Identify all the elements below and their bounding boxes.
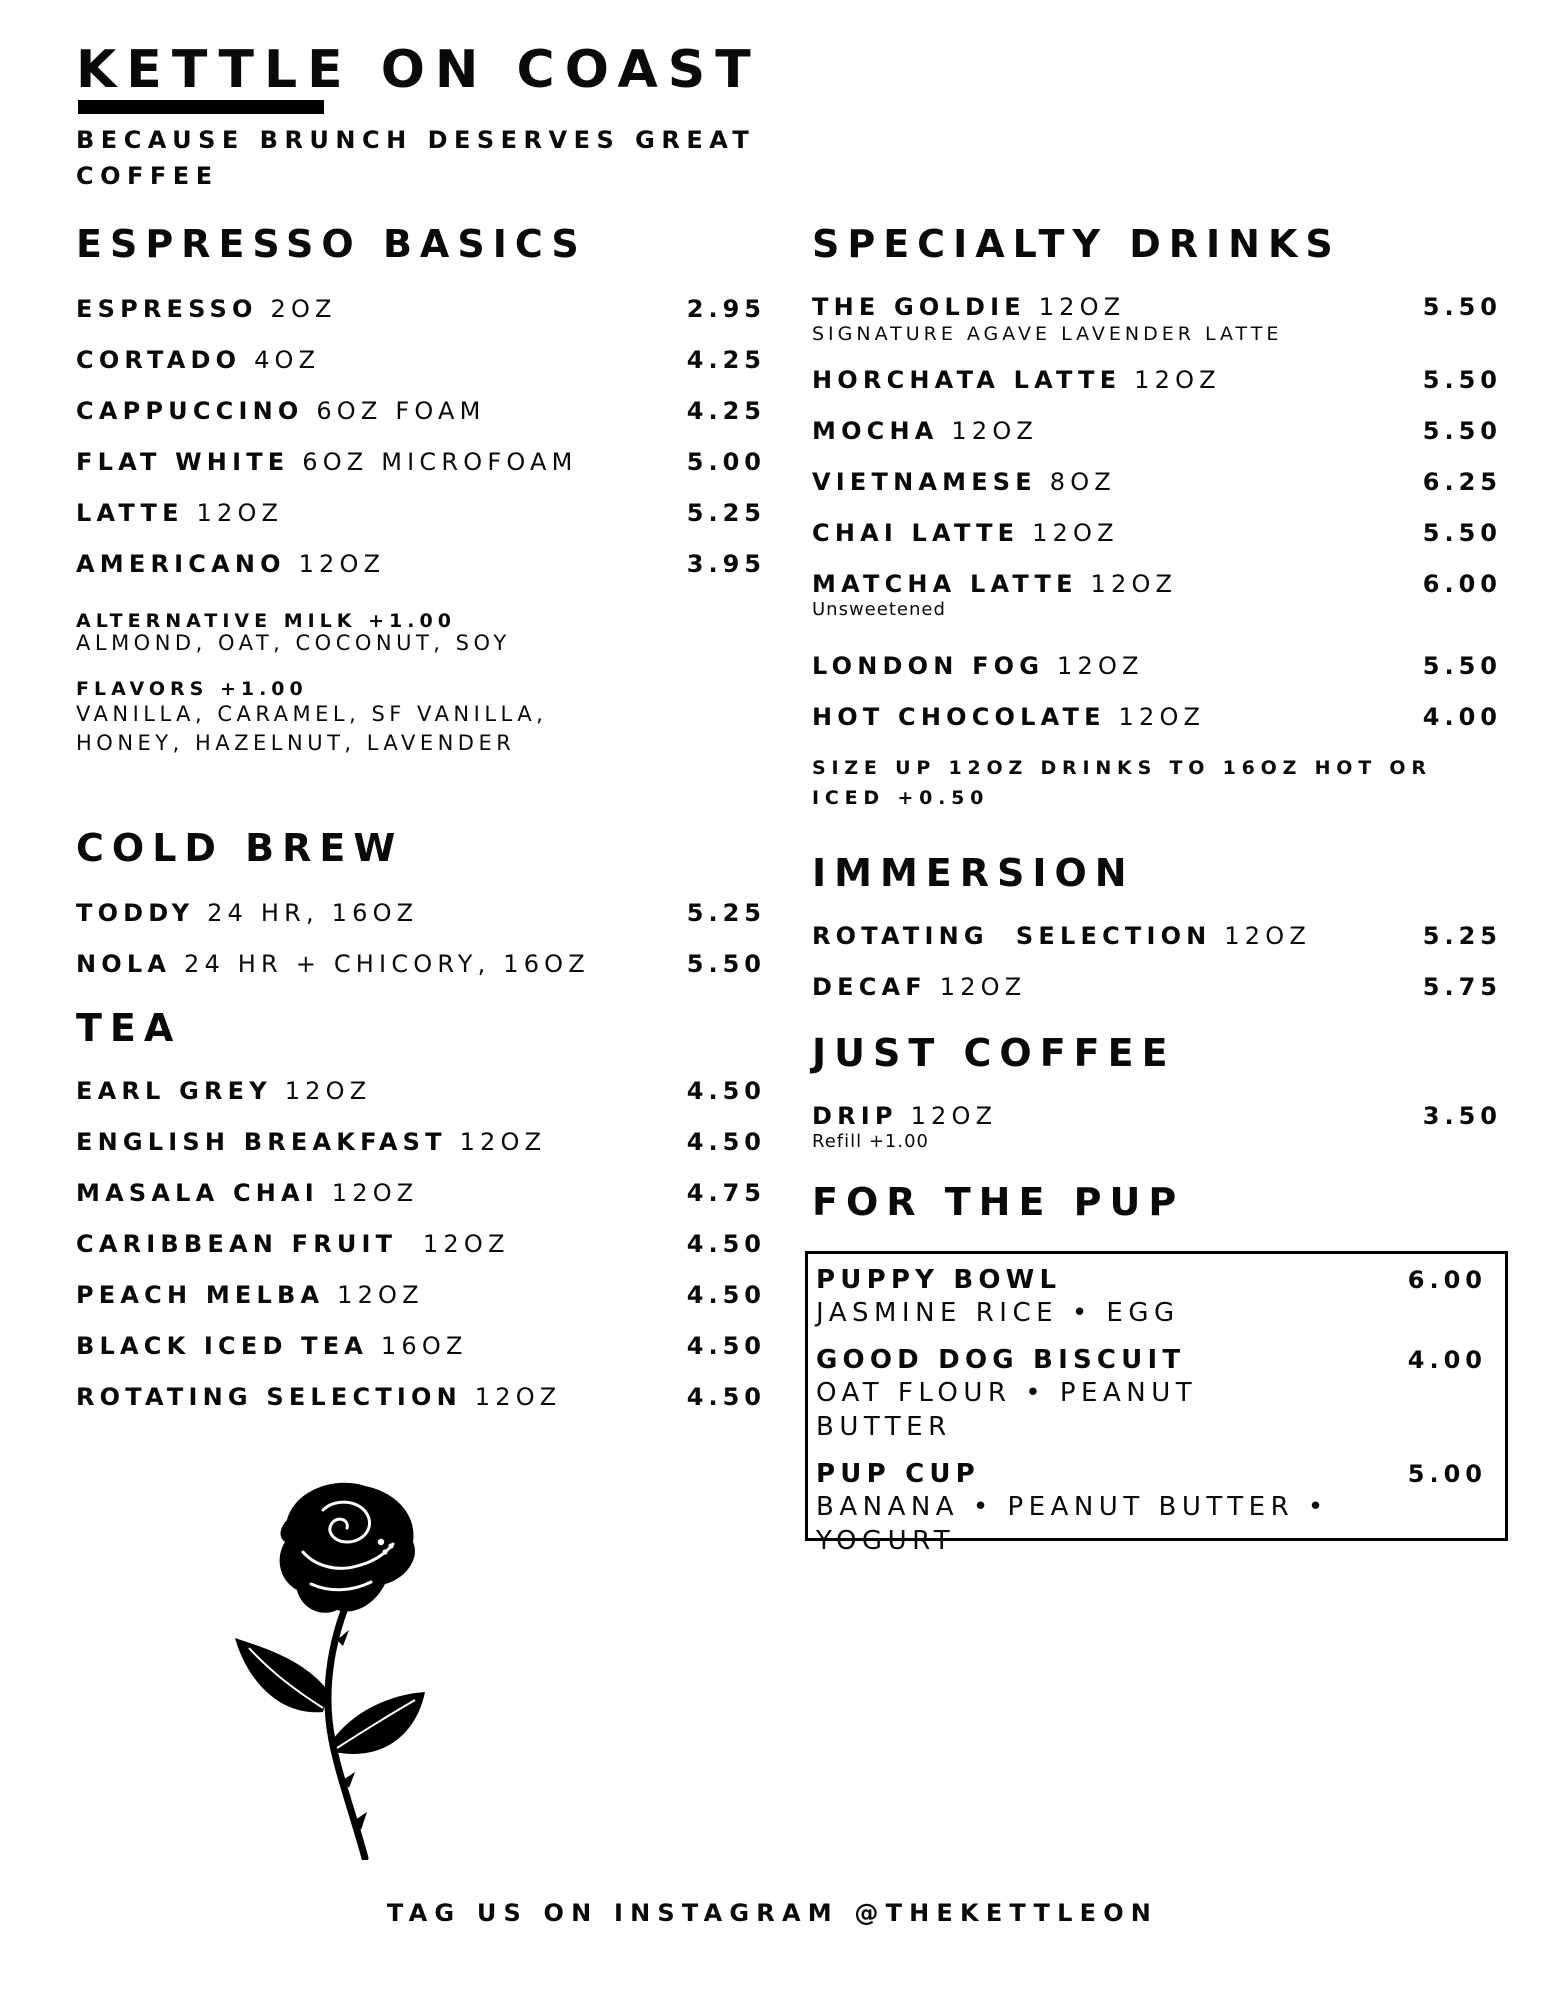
alt-milk-addon [76,610,766,654]
pup-item [816,1264,1491,1330]
item-price: 4.50 [686,1332,766,1360]
menu-item [76,497,766,529]
flavors-addon [76,678,636,758]
addon-options: ALMOND, OAT, COCONUT, SOY [76,631,511,655]
item-name: DECAF [812,973,927,1001]
just-coffee-section [812,1029,1502,1152]
immersion-heading: IMMERSION [812,851,1135,895]
pup-item-price: 6.00 [1407,1266,1487,1294]
item-name: CARIBBEAN FRUIT [76,1230,398,1258]
item-name: DRIP [812,1102,898,1130]
item-subtitle: Refill +1.00 [812,1131,929,1152]
menu-item [76,548,766,580]
menu-item [812,650,1502,682]
rose-icon [225,1480,470,1860]
specialty-heading: SPECIALTY DRINKS [812,222,1341,266]
menu-item [812,415,1502,447]
item-name: PEACH MELBA [76,1281,325,1309]
menu-item [812,701,1502,733]
item-price: 6.25 [1422,468,1502,496]
just-coffee-heading: JUST COFFEE [812,1031,1176,1075]
pup-item-desc: OAT FLOUR • PEANUT BUTTER [816,1378,1198,1442]
item-price: 5.50 [1422,519,1502,547]
item-price: 5.25 [1422,922,1502,950]
item-name: TODDY [76,899,195,927]
pup-item [816,1344,1491,1444]
specialty-section [812,220,1502,813]
item-detail: 12OZ [1121,366,1221,394]
item-name: CAPPUCCINO [76,397,304,425]
cold-brew-section [76,824,766,980]
tea-section [76,1004,766,1413]
addon-options: VANILLA, CARAMEL, SF VANILLA, HONEY, HAZELNUT, LAVENDER [76,702,548,755]
addon-title: FLAVORS +1.00 [76,678,308,700]
item-price: 5.00 [686,448,766,476]
pup-menu-box [805,1251,1508,1556]
item-name: MATCHA LATTE [812,570,1078,598]
pup-item-desc: JASMINE RICE • EGG [816,1298,1180,1328]
cold-brew-heading: COLD BREW [76,826,404,870]
brand-title: KETTLE ON COAST [76,40,761,100]
item-price: 4.00 [1422,703,1502,731]
item-name: MOCHA [812,417,939,445]
menu-item [76,1228,766,1260]
menu-item [76,1126,766,1158]
item-subtitle: Unsweetened [812,599,946,620]
item-name: NOLA [76,950,172,978]
item-price: 4.25 [686,346,766,374]
item-price: 4.50 [686,1077,766,1105]
pup-item-price: 4.00 [1407,1346,1487,1374]
item-detail: 12OZ [397,1230,510,1258]
item-name: HORCHATA LATTE [812,366,1122,394]
pup-item-name: PUP CUP [816,1459,980,1489]
item-name: CORTADO [76,346,242,374]
pup-section [812,1178,1502,1226]
addon-title: ALTERNATIVE MILK +1.00 [76,610,456,632]
item-name: THE GOLDIE [812,293,1026,321]
menu-item [76,948,766,980]
item-detail: 12OZ [183,499,284,527]
item-price: 4.50 [686,1383,766,1411]
item-price: 5.50 [1422,417,1502,445]
item-name: FLAT WHITE [76,448,290,476]
item-detail: 12OZ [1025,293,1126,321]
instagram-footer: TAG US ON INSTAGRAM @THEKETTLEON [386,1899,1159,1927]
item-price: 4.25 [686,397,766,425]
pup-item-name: GOOD DOG BISCUIT [816,1345,1186,1375]
item-price: 5.50 [1422,366,1502,394]
left-column [76,220,766,1413]
item-detail: 12OZ [318,1179,419,1207]
menu-item [76,1381,766,1413]
item-price: 4.75 [686,1179,766,1207]
item-detail: 24 HR + CHICORY, 16OZ [171,950,590,978]
item-detail: 2OZ [257,295,337,323]
item-name: ROTATING SELECTION [812,922,1212,950]
item-detail: 4OZ [241,346,321,374]
item-detail: 16OZ [368,1332,468,1360]
menu-item [76,1075,766,1107]
item-name: EARL GREY [76,1077,272,1105]
menu-item [76,446,766,478]
pup-item-name: PUPPY BOWL [816,1265,1062,1295]
menu-item [812,568,1502,620]
item-name: ROTATING SELECTION [76,1383,462,1411]
menu-item [812,1100,1502,1152]
item-detail: 8OZ [1036,468,1116,496]
item-detail: 12OZ [446,1128,547,1156]
item-price: 4.50 [686,1281,766,1309]
item-name: BLACK ICED TEA [76,1332,369,1360]
tea-heading: TEA [76,1006,182,1050]
item-detail: 12OZ [1211,922,1311,950]
item-detail: 12OZ [897,1102,998,1130]
menu-item [76,344,766,376]
item-price: 5.25 [686,499,766,527]
item-detail: 12OZ [461,1383,562,1411]
menu-item [76,897,766,929]
pup-item-desc: BANANA • PEANUT BUTTER • YOGURT [816,1492,1329,1556]
tagline: BECAUSE BRUNCH DESERVES GREAT COFFEE [76,126,756,190]
menu-item [76,1330,766,1362]
item-name: LATTE [76,499,184,527]
menu-item [812,971,1502,1003]
item-detail: 12OZ [926,973,1027,1001]
item-price: 3.50 [1422,1102,1502,1130]
menu-item [812,920,1502,952]
pup-heading: FOR THE PUP [812,1180,1185,1224]
item-detail: 12OZ [271,1077,372,1105]
item-detail: 12OZ [938,417,1039,445]
right-column [812,220,1502,1226]
espresso-heading: ESPRESSO BASICS [76,222,587,266]
item-detail: 12OZ [1019,519,1119,547]
espresso-section [76,220,766,758]
item-detail: 6OZ FOAM [303,397,486,425]
immersion-section [812,849,1502,1003]
item-detail: 12OZ [1105,703,1206,731]
item-name: ENGLISH BREAKFAST [76,1128,447,1156]
item-price: 4.50 [686,1128,766,1156]
item-name: CHAI LATTE [812,519,1020,547]
item-name: MASALA CHAI [76,1179,319,1207]
item-price: 5.25 [686,899,766,927]
item-price: 5.50 [686,950,766,978]
item-detail: 12OZ [324,1281,424,1309]
item-detail: 24 HR, 16OZ [194,899,419,927]
item-detail: 12OZ [1077,570,1178,598]
menu-item [812,517,1502,549]
item-price: 4.50 [686,1230,766,1258]
item-name: LONDON FOG [812,652,1045,680]
item-price: 5.50 [1422,652,1502,680]
item-name: AMERICANO [76,550,286,578]
item-detail: 12OZ [285,550,386,578]
menu-item [76,1177,766,1209]
pup-item [816,1458,1491,1558]
item-name: VIETNAMESE [812,468,1037,496]
item-detail: 6OZ MICROFOAM [289,448,578,476]
item-price: 2.95 [686,295,766,323]
menu-item [812,291,1502,345]
menu-item [76,395,766,427]
item-price: 3.95 [686,550,766,578]
menu-item [76,1279,766,1311]
pup-item-price: 5.00 [1407,1460,1487,1488]
item-detail: 12OZ [1044,652,1144,680]
brand-underline [78,100,324,114]
item-name: HOT CHOCOLATE [812,703,1106,731]
menu-item [76,293,766,325]
item-price: 6.00 [1422,570,1502,598]
item-price: 5.50 [1422,293,1502,321]
item-price: 5.75 [1422,973,1502,1001]
menu-item [812,466,1502,498]
size-up-note: SIZE UP 12OZ DRINKS TO 16OZ HOT OR ICED +0.50 [812,757,1432,809]
item-subtitle: SIGNATURE AGAVE LAVENDER LATTE [812,323,1283,345]
menu-item [812,364,1502,396]
item-name: ESPRESSO [76,295,258,323]
